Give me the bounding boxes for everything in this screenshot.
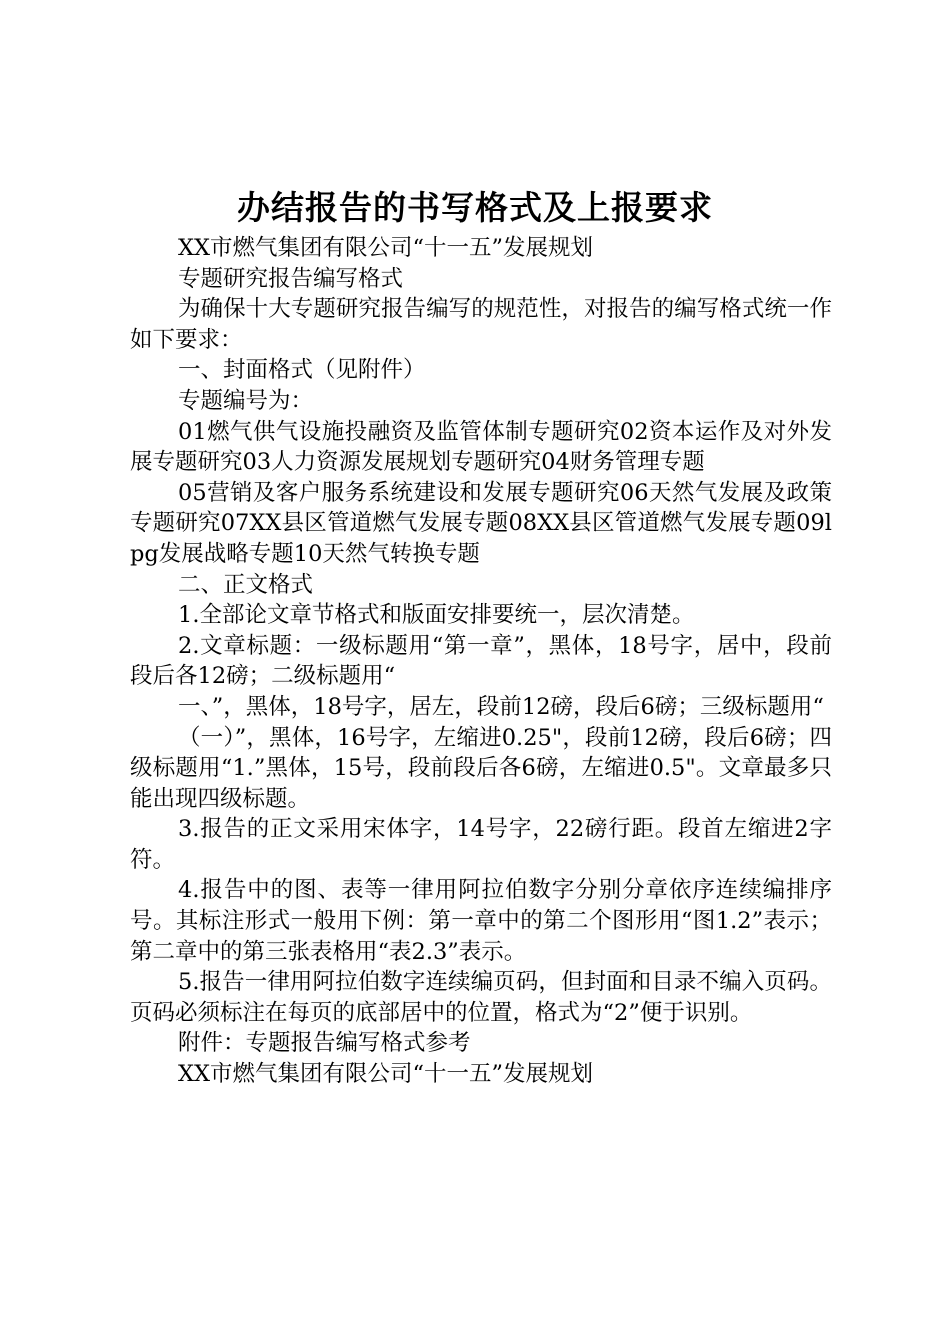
paragraph: 4.报告中的图、表等一律用阿拉伯数字分别分章依序连续编排序号。其标注形式一般用下例：第一章中的第二个图形用“图1.2”表示；第二章中的第三张表格用“表2.3”表示。 — [130, 877, 832, 965]
paragraph: 为确保十大专题研究报告编写的规范性，对报告的编写格式统一作如下要求： — [130, 296, 832, 353]
paragraph: XX市燃气集团有限公司“十一五”发展规划 — [178, 235, 594, 261]
paragraph: （一）”，黑体，16号字，左缩进0.25"，段前12磅，段后6磅；四级标题用“1.”黑体，15号，段前段后各6磅，左缩进0.5"。文章最多只能出现四级标题。 — [130, 724, 832, 812]
paragraph: 附件：专题报告编写格式参考 — [178, 1030, 471, 1057]
paragraph: 5.报告一律用阿拉伯数字连续编页码，但封面和目录不编入页码。页码必须标注在每页的底部居中的位置，格式为“2”便于识别。 — [130, 969, 832, 1026]
document-title: 办结报告的书写格式及上报要求 — [237, 188, 713, 227]
section-heading: 一、封面格式（见附件） — [178, 357, 426, 384]
section-heading: 二、正文格式 — [178, 571, 314, 598]
paragraph: 3.报告的正文采用宋体字，14号字，22磅行距。段首左缩进2字符。 — [130, 816, 832, 873]
paragraph: 一、”，黑体，18号字，居左，段前12磅，段后6磅；三级标题用“ — [178, 693, 824, 720]
paragraph: 专题研究报告编写格式 — [178, 265, 404, 292]
paragraph: 05营销及客户服务系统建设和发展专题研究06天然气发展及政策专题研究07XX县区管道燃气发展专题08XX县区管道燃气发展专题09lpg发展战略专题10天然气转换专题 — [130, 479, 832, 567]
paragraph: 01燃气供气设施投融资及监管体制专题研究02资本运作及对外发展专题研究03人力资源发展规划专题研究04财务管理专题 — [130, 418, 832, 476]
paragraph: XX市燃气集团有限公司“十一五”发展规划 — [178, 1061, 594, 1088]
paragraph: 1.全部论文章节格式和版面安排要统一，层次清楚。 — [178, 602, 695, 629]
paragraph: 2.文章标题：一级标题用“第一章”，黑体，18号字，居中，段前段后各12磅；二级标题用“ — [130, 632, 832, 690]
document-body — [130, 233, 832, 1090]
paragraph: 专题编号为： — [178, 387, 314, 414]
